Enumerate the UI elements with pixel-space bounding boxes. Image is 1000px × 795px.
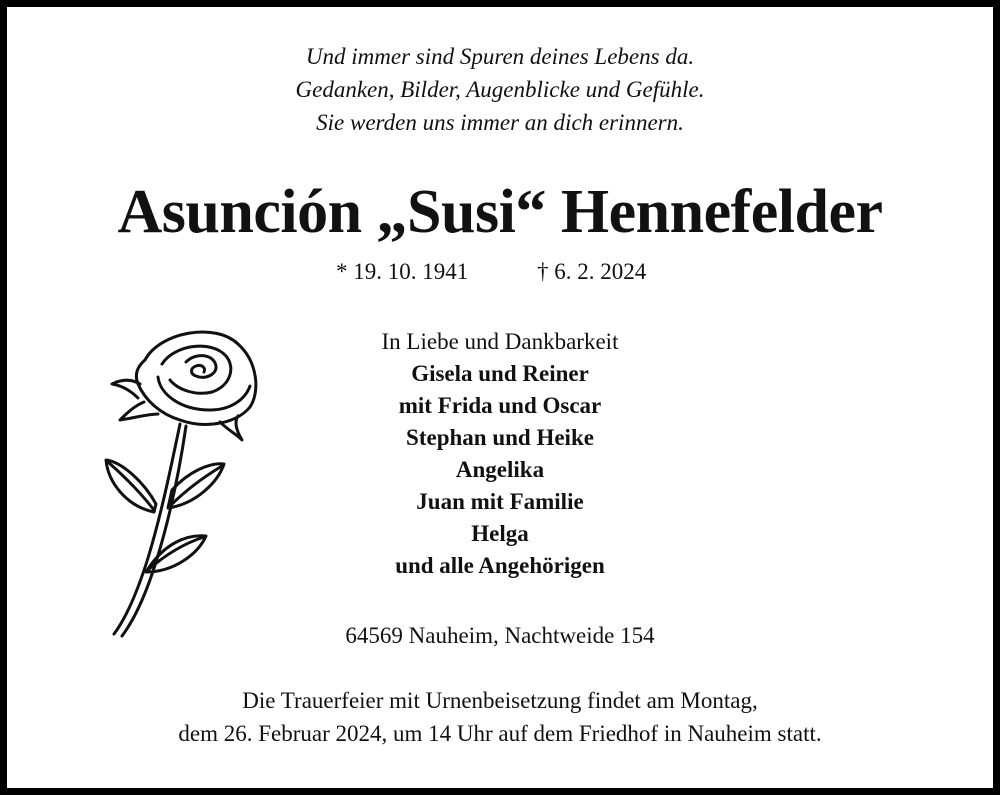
family-member: Helga [471, 521, 529, 546]
service-line: dem 26. Februar 2024, um 14 Uhr auf dem Friedhof in Nauheim statt. [178, 721, 822, 746]
poem [0, 40, 1000, 139]
family-member: Stephan und Heike [406, 425, 594, 450]
family-member: und alle Angehörigen [395, 553, 605, 578]
rose-icon [100, 322, 270, 640]
family-member: Juan mit Familie [416, 489, 584, 514]
funeral-service-info [0, 684, 1000, 750]
mourning-address: 64569 Nauheim, Nachtweide 154 [345, 623, 655, 648]
death-date: † 6. 2. 2024 [537, 259, 647, 284]
service-line: Die Trauerfeier mit Urnenbeisetzung findet am Montag, [242, 688, 758, 713]
poem-line: Gedanken, Bilder, Augenblicke und Gefühle. [295, 77, 705, 102]
poem-line: Und immer sind Spuren deines Lebens da. [305, 44, 695, 69]
family-list [290, 326, 710, 582]
family-intro: In Liebe und Dankbarkeit [381, 329, 619, 354]
family-member: Gisela und Reiner [411, 361, 589, 386]
birth-date: * 19. 10. 1941 [336, 259, 469, 284]
family-member: mit Frida und Oscar [398, 393, 602, 418]
family-member: Angelika [455, 457, 545, 482]
deceased-name: Asunción „Susi“ Hennefelder [117, 178, 883, 246]
poem-line: Sie werden uns immer an dich erinnern. [316, 110, 684, 135]
